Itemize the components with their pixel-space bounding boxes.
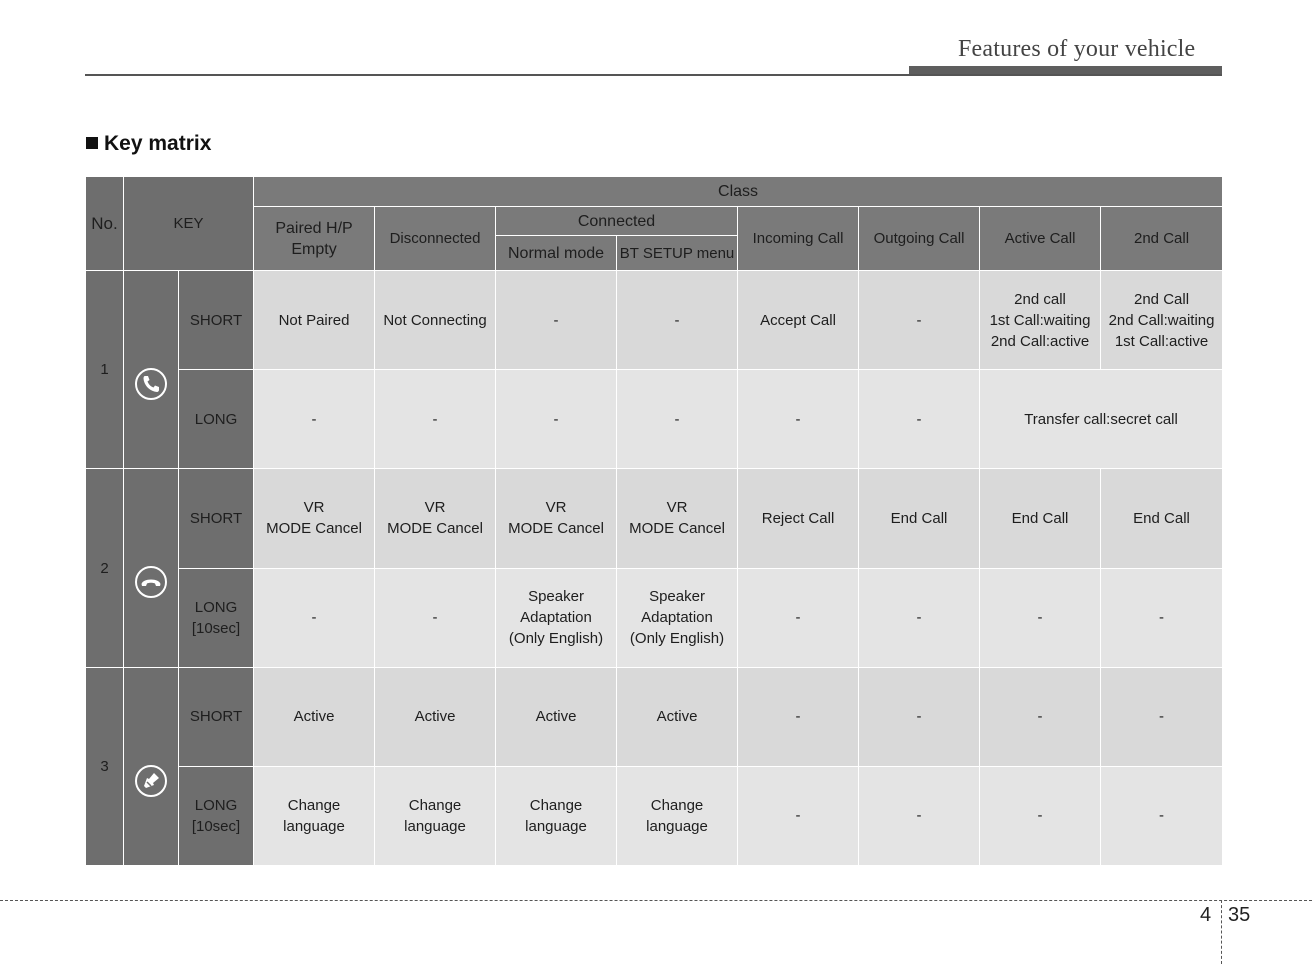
cell-line: Speaker [649, 588, 705, 606]
cell-disconnected: - [375, 568, 496, 667]
cell-second-call: - [1101, 667, 1223, 766]
row-number: 3 [86, 667, 124, 865]
cell-outgoing: - [859, 667, 980, 766]
cell-line: Speaker [528, 588, 584, 606]
cell-paired-empty: - [254, 370, 375, 469]
cell-normal-mode [496, 469, 617, 568]
footer-dashed-rule [0, 900, 1312, 901]
cell-line: (Only English) [629, 630, 725, 648]
footer-page-divider [1221, 900, 1222, 964]
cell-line: MODE Cancel [508, 520, 604, 538]
cell-bt-setup [617, 766, 738, 865]
page-header-title: Features of your vehicle [958, 36, 1196, 62]
cell-second-call: End Call [1101, 469, 1223, 568]
bullet-square-icon [86, 137, 98, 149]
header-active-call: Active Call [980, 207, 1101, 271]
table-row [86, 667, 1223, 766]
header-paired-empty [254, 207, 375, 271]
key-matrix-table [85, 176, 1223, 866]
cell-line: Adaptation [641, 609, 713, 627]
cell-normal-mode [496, 568, 617, 667]
cell-line: VR [666, 499, 688, 517]
press-type-long: LONG [179, 370, 254, 469]
cell-active-call: - [980, 766, 1101, 865]
cell-paired-empty [254, 766, 375, 865]
cell-line: 2nd Call:active [990, 332, 1090, 350]
section-title [86, 132, 211, 156]
row-number: 2 [86, 469, 124, 667]
cell-line: language [283, 817, 345, 835]
press-type-long-10sec [179, 568, 254, 667]
section-title-text: Key matrix [104, 132, 212, 155]
cell-line: 2nd Call:waiting [1108, 311, 1215, 329]
header-disconnected: Disconnected [375, 207, 496, 271]
cell-normal-mode: - [496, 370, 617, 469]
cell-line: 2nd Call [1134, 290, 1190, 308]
cell-incoming: Accept Call [738, 271, 859, 370]
cell-second-call [1101, 271, 1223, 370]
press-type-long-10sec [179, 766, 254, 865]
table-row [86, 469, 1223, 568]
table-row [86, 568, 1223, 667]
header-second-call: 2nd Call [1101, 207, 1223, 271]
press-type-long-label: LONG [194, 796, 238, 814]
key-icon-cell [124, 271, 179, 469]
cell-line: MODE Cancel [629, 520, 725, 538]
header-row-class [86, 177, 1223, 207]
cell-active-call: End Call [980, 469, 1101, 568]
cell-disconnected [375, 469, 496, 568]
press-type-long-label: LONG [194, 598, 238, 616]
cell-disconnected: Active [375, 667, 496, 766]
cell-disconnected: - [375, 370, 496, 469]
cell-line: Change [529, 796, 583, 814]
cell-normal-mode [496, 766, 617, 865]
cell-incoming: Reject Call [738, 469, 859, 568]
cell-line: VR [424, 499, 446, 517]
cell-bt-setup: Active [617, 667, 738, 766]
header-incoming-call: Incoming Call [738, 207, 859, 271]
phone-hangup-icon [134, 565, 168, 599]
cell-paired-empty: - [254, 568, 375, 667]
cell-line: 1st Call:active [1114, 332, 1209, 350]
press-type-duration: [10sec] [191, 619, 241, 637]
header-key: KEY [124, 177, 254, 271]
cell-line: Change [408, 796, 462, 814]
cell-bt-setup [617, 568, 738, 667]
header-no: No. [86, 177, 124, 271]
cell-disconnected: Not Connecting [375, 271, 496, 370]
page-number: 35 [1228, 904, 1251, 926]
header-paired-line1: Paired H/P [275, 219, 353, 237]
header-outgoing-call: Outgoing Call [859, 207, 980, 271]
cell-incoming: - [738, 667, 859, 766]
cell-line: Change [287, 796, 341, 814]
cell-line: Adaptation [520, 609, 592, 627]
cell-line: language [525, 817, 587, 835]
header-row-states [86, 207, 1223, 236]
header-class: Class [254, 177, 1223, 207]
table-row [86, 370, 1223, 469]
cell-disconnected [375, 766, 496, 865]
table-row [86, 271, 1223, 370]
cell-line: 2nd call [1014, 290, 1066, 308]
cell-line: language [646, 817, 708, 835]
press-type-short: SHORT [179, 667, 254, 766]
cell-bt-setup [617, 469, 738, 568]
press-type-duration: [10sec] [191, 817, 241, 835]
cell-line: VR [303, 499, 325, 517]
table-row [86, 766, 1223, 865]
cell-paired-empty: Active [254, 667, 375, 766]
press-type-short: SHORT [179, 469, 254, 568]
cell-line: language [404, 817, 466, 835]
cell-line: (Only English) [508, 630, 604, 648]
cell-paired-empty [254, 469, 375, 568]
cell-bt-setup: - [617, 370, 738, 469]
cell-second-call: - [1101, 766, 1223, 865]
cell-second-call: - [1101, 568, 1223, 667]
cell-incoming: - [738, 766, 859, 865]
cell-outgoing: - [859, 766, 980, 865]
cell-incoming: - [738, 568, 859, 667]
header-bt-setup: BT SETUP menu [617, 236, 738, 271]
voice-command-icon [134, 764, 168, 798]
key-icon-cell [124, 667, 179, 865]
cell-paired-empty: Not Paired [254, 271, 375, 370]
cell-normal-mode: Active [496, 667, 617, 766]
cell-outgoing: - [859, 370, 980, 469]
key-icon-cell [124, 469, 179, 667]
row-number: 1 [86, 271, 124, 469]
header-rule [85, 74, 1222, 76]
cell-outgoing: - [859, 568, 980, 667]
cell-transfer-call: Transfer call:secret call [980, 370, 1223, 469]
page-chapter-number: 4 [1200, 904, 1212, 926]
cell-line: MODE Cancel [387, 520, 483, 538]
cell-line: Change [650, 796, 704, 814]
cell-active-call [980, 271, 1101, 370]
phone-call-icon [134, 367, 168, 401]
cell-line: 1st Call:waiting [989, 311, 1091, 329]
header-normal-mode: Normal mode [496, 236, 617, 271]
cell-incoming: - [738, 370, 859, 469]
cell-line: MODE Cancel [266, 520, 362, 538]
cell-normal-mode: - [496, 271, 617, 370]
cell-active-call: - [980, 568, 1101, 667]
header-paired-line2: Empty [291, 240, 337, 258]
cell-bt-setup: - [617, 271, 738, 370]
press-type-short: SHORT [179, 271, 254, 370]
header-connected: Connected [496, 207, 738, 236]
cell-outgoing: - [859, 271, 980, 370]
cell-active-call: - [980, 667, 1101, 766]
cell-outgoing: End Call [859, 469, 980, 568]
cell-line: VR [545, 499, 567, 517]
